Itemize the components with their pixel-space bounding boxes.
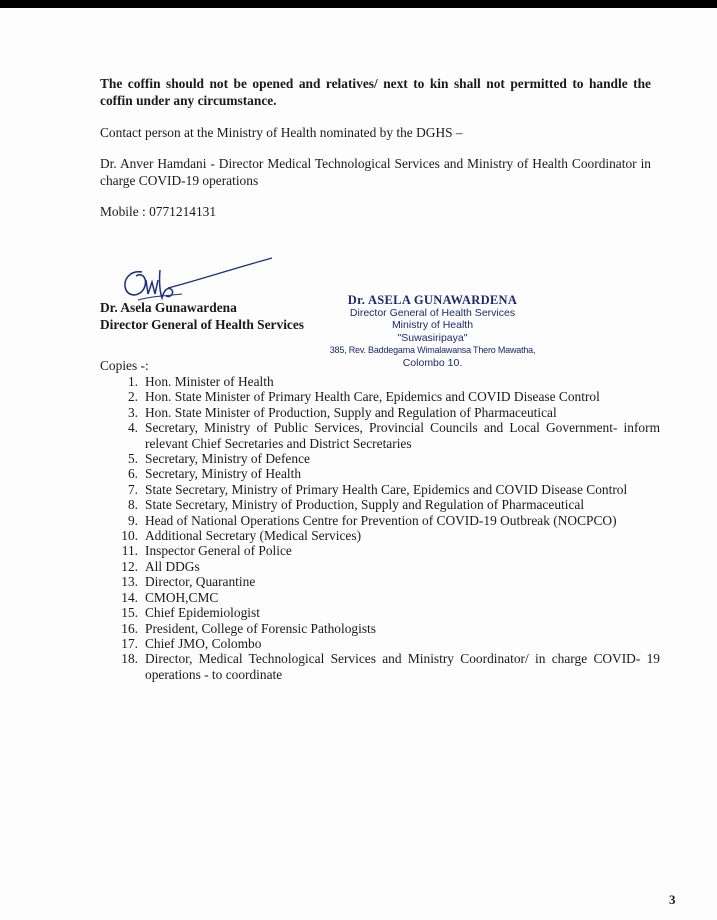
list-item-text: Secretary, Ministry of Defence [145, 451, 310, 467]
list-item-number: 12. [121, 558, 138, 574]
list-item-text: Chief JMO, Colombo [145, 635, 262, 651]
document-page [0, 8, 717, 920]
list-item [100, 466, 660, 481]
list-item [100, 513, 660, 528]
signatory-name: Dr. Asela Gunawardena [100, 300, 237, 315]
stamp-name: Dr. ASELA GUNAWARDENA [347, 293, 518, 307]
list-item [100, 574, 660, 589]
list-item-text: Hon. State Minister of Primary Health Care, Epidemics and COVID Disease Control [145, 389, 600, 405]
contact-person: Dr. Anver Hamdani - Director Medical Technological Services and Ministry of Health Coordinator in charge COVID-19 operations [100, 156, 651, 188]
list-item [100, 374, 660, 389]
list-item-text: State Secretary, Ministry of Primary Health Care, Epidemics and COVID Disease Control [145, 481, 628, 497]
list-item-number: 11. [121, 543, 138, 559]
list-item-number: 9. [127, 512, 138, 528]
stamp-line-1: Director General of Health Services [349, 306, 516, 319]
list-item [100, 482, 660, 497]
list-item-text: All DDGs [145, 558, 200, 574]
list-item-text: Director, Medical Technological Services and Ministry Coordinator/ in charge COVID- 19 operations - to coordinate [145, 651, 660, 682]
list-item-number: 1. [127, 374, 138, 389]
list-item [100, 420, 660, 451]
list-item-number: 13. [121, 574, 138, 590]
list-item-number: 16. [121, 620, 138, 636]
list-item [100, 528, 660, 543]
list-item [100, 621, 660, 636]
list-item [100, 389, 660, 404]
mobile-number: Mobile : 0771214131 [100, 204, 217, 219]
list-item-number: 4. [127, 420, 138, 436]
list-item-text: Chief Epidemiologist [145, 605, 260, 621]
copies-heading: Copies -: [100, 358, 149, 373]
list-item [100, 405, 660, 420]
signatory-title: Director General of Health Services [100, 317, 305, 332]
list-item [100, 651, 660, 682]
stamp-line-4: 385, Rev. Baddegama Wimalawansa Thero Mawatha, [329, 345, 536, 355]
list-item-number: 18. [121, 651, 138, 667]
list-item-text: Additional Secretary (Medical Services) [145, 528, 362, 544]
list-item-number: 3. [127, 404, 138, 420]
stamp-line-5: Colombo 10. [402, 356, 463, 369]
list-item-text: Secretary, Ministry of Public Services, Provincial Councils and Local Government- inform relevant Chief Secretaries and District Secretaries [145, 420, 660, 451]
list-item-text: Hon. State Minister of Production, Supply and Regulation of Pharmaceutical [145, 404, 557, 420]
list-item-number: 6. [127, 466, 138, 482]
copies-list [100, 374, 660, 682]
list-item-number: 7. [127, 481, 138, 497]
list-item-number: 8. [127, 497, 138, 513]
list-item [100, 605, 660, 620]
list-item-number: 15. [121, 605, 138, 621]
list-item-text: Inspector General of Police [145, 543, 292, 559]
list-item-text: Director, Quarantine [145, 574, 256, 590]
list-item [100, 543, 660, 558]
list-item-number: 5. [127, 451, 138, 467]
copies-section [100, 358, 660, 682]
list-item-text: CMOH,CMC [145, 589, 219, 605]
list-item-text: President, College of Forensic Pathologists [145, 620, 376, 636]
list-item-text: Hon. Minister of Health [145, 374, 274, 389]
stamp-line-3: "Suwasiripaya" [397, 331, 468, 344]
list-item-text: State Secretary, Ministry of Production, Supply and Regulation of Pharmaceutical [145, 497, 585, 513]
page-number: 3 [669, 892, 676, 907]
list-item [100, 590, 660, 605]
list-item [100, 636, 660, 651]
list-item [100, 497, 660, 512]
coffin-warning: The coffin should not be opened and relatives/ next to kin shall not permitted to handle the coffin under any circumstance. [100, 76, 651, 108]
stamp-line-2: Ministry of Health [391, 319, 474, 331]
list-item-number: 10. [121, 528, 138, 544]
list-item [100, 451, 660, 466]
list-item-number: 14. [121, 589, 138, 605]
list-item-number: 2. [127, 389, 138, 405]
list-item [100, 559, 660, 574]
list-item-text: Secretary, Ministry of Health [145, 466, 302, 482]
contact-intro: Contact person at the Ministry of Health nominated by the DGHS – [100, 125, 463, 140]
list-item-text: Head of National Operations Centre for Prevention of COVID-19 Outbreak (NOCPCO) [145, 512, 617, 528]
list-item-number: 17. [121, 635, 138, 651]
